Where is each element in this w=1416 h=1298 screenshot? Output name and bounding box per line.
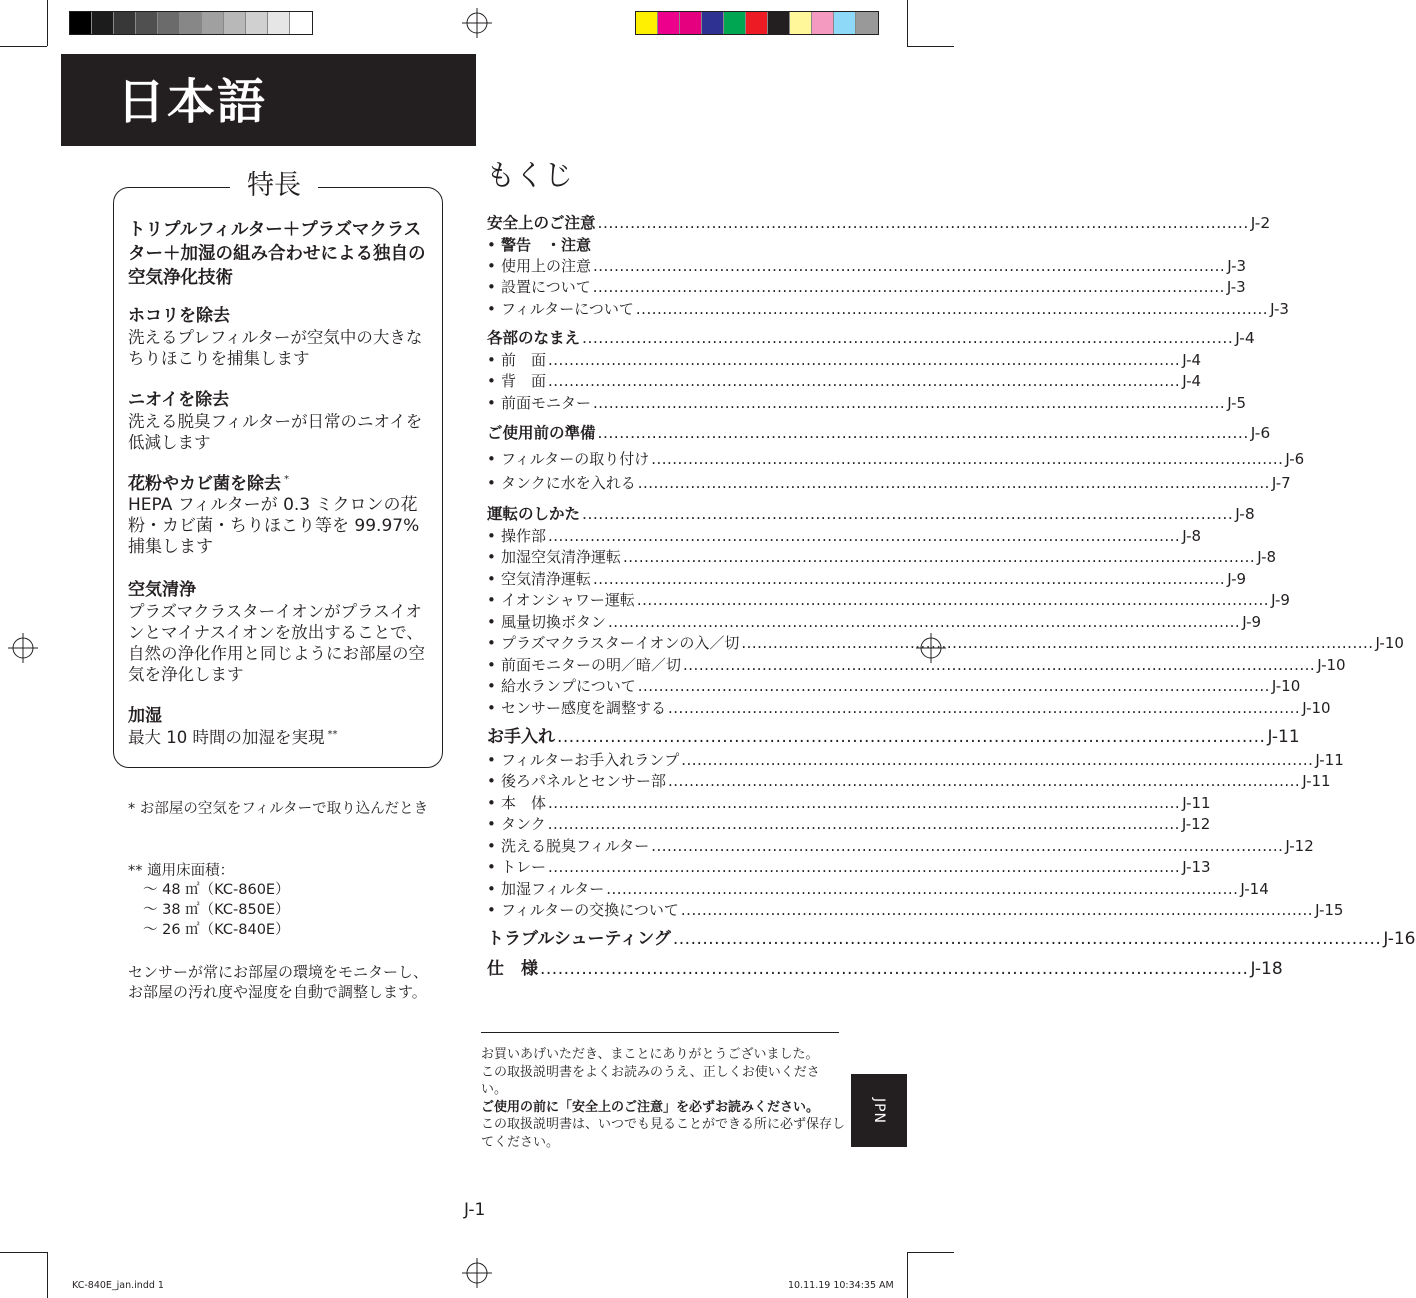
- leader-dots: ........................................................................................................................: [680, 901, 1314, 919]
- toc-entry[interactable]: [487, 959, 1283, 979]
- leader-dots: ........................................................................................................................: [651, 450, 1284, 468]
- toc-subentry[interactable]: [487, 612, 1262, 632]
- toc-subentry[interactable]: [487, 900, 1344, 920]
- color-swatch: [790, 12, 812, 34]
- registration-mark-icon: [8, 633, 38, 663]
- leader-dots: ........................................................................................................................: [668, 772, 1301, 790]
- color-swatch: [290, 12, 312, 34]
- toc-label: 仕 様: [487, 959, 538, 979]
- bullet: •: [487, 858, 496, 876]
- leader-dots: ........................................................................................................................: [636, 591, 1270, 609]
- toc-label: 設置について: [501, 278, 591, 296]
- toc-page-ref: J-11: [1315, 751, 1344, 769]
- leader-dots: ........................................................................................................................: [548, 794, 1181, 812]
- toc-page-ref: J-3: [1226, 278, 1246, 296]
- features-heading: 特長: [230, 168, 318, 204]
- message-line: この取扱説明書をよくお読みのうえ、正しくお使いください。: [481, 1064, 820, 1097]
- toc-page-ref: J-4: [1182, 351, 1202, 369]
- leader-dots: ........................................................................................................................: [608, 613, 1241, 631]
- color-swatch: [702, 12, 724, 34]
- language-side-tab-label: JPN: [871, 1097, 887, 1124]
- toc-page-ref: J-5: [1227, 394, 1247, 412]
- crop-mark: [0, 46, 47, 47]
- toc-label: 前面モニター: [501, 394, 592, 412]
- color-swatch: [136, 12, 158, 34]
- bullet: •: [487, 613, 496, 631]
- toc-label: フィルターお手入れランプ: [501, 751, 680, 769]
- toc-label: ご使用前の準備: [487, 424, 596, 442]
- bullet: •: [487, 634, 496, 652]
- color-swatch: [680, 12, 702, 34]
- feature-title: 加湿: [128, 706, 162, 726]
- toc-page-ref: J-7: [1271, 474, 1291, 492]
- toc-label: 警告 ・注意: [501, 236, 592, 254]
- feature-item: [128, 390, 430, 453]
- bullet: •: [487, 278, 496, 296]
- color-swatch: [180, 12, 202, 34]
- bullet: •: [487, 794, 496, 812]
- color-swatch: [70, 12, 92, 34]
- leader-dots: ........................................................................................................................: [597, 424, 1249, 442]
- language-side-tab: [851, 1074, 907, 1147]
- color-swatch: [658, 12, 680, 34]
- floor-area-line: ～ 26 ㎡（KC-840E）: [143, 922, 290, 938]
- toc-subentry[interactable]: [487, 569, 1247, 589]
- feature-body: 洗える脱臭フィルターが日常のニオイを低減します: [128, 412, 423, 452]
- leader-dots: ........................................................................................................................: [547, 815, 1180, 833]
- toc-subentry[interactable]: [487, 350, 1202, 370]
- leader-dots: ........................................................................................................................: [548, 858, 1181, 876]
- language-title: 日本語: [117, 74, 268, 130]
- bullet: •: [487, 901, 496, 919]
- leader-dots: ........................................................................................................................: [683, 656, 1316, 674]
- toc-page-ref: J-10: [1271, 677, 1301, 695]
- leader-dots: ........................................................................................................................: [741, 634, 1374, 652]
- slug-timestamp: 10.11.19 10:34:35 AM: [788, 1280, 894, 1291]
- toc-page-ref: J-10: [1317, 656, 1346, 674]
- leader-dots: ........................................................................................................................: [668, 699, 1301, 717]
- toc-label: 安全上のご注意: [487, 214, 596, 232]
- color-swatch: [158, 12, 180, 34]
- toc-label: 操作部: [501, 527, 547, 545]
- toc-subentry[interactable]: [487, 879, 1269, 899]
- crop-mark: [907, 0, 908, 46]
- bullet: •: [487, 815, 496, 833]
- divider: [481, 1032, 839, 1033]
- toc-label: 本 体: [501, 794, 547, 812]
- bullet: •: [487, 699, 496, 717]
- feature-body: 洗えるプレフィルターが空気中の大きなちりほこりを捕集します: [128, 328, 423, 368]
- toc-page-ref: J-13: [1182, 858, 1211, 876]
- leader-dots: ........................................................................................................................: [637, 474, 1270, 492]
- feature-title: [128, 474, 430, 495]
- toc-page-ref: J-6: [1250, 424, 1271, 442]
- color-swatch: [834, 12, 856, 34]
- color-swatch: [724, 12, 746, 34]
- thank-you-message: [481, 1046, 845, 1151]
- toc-entry[interactable]: [487, 213, 1271, 233]
- gray-color-bar: [69, 11, 313, 35]
- toc-label: 前 面: [501, 351, 547, 369]
- bullet: •: [487, 880, 496, 898]
- toc-page-ref: J-3: [1227, 257, 1247, 275]
- color-swatch: [224, 12, 246, 34]
- toc-label: タンク: [501, 815, 546, 833]
- feature-title-text: 花粉やカビ菌を除去: [128, 474, 281, 494]
- toc-subentry[interactable]: [487, 547, 1277, 567]
- toc-page-ref: J-11: [1302, 772, 1331, 790]
- message-line: この取扱説明書は、いつでも見ることができる所に必ず保存してください。: [481, 1117, 846, 1150]
- feature-title: 空気清浄: [128, 580, 196, 600]
- leader-dots: ........................................................................................................................: [623, 548, 1256, 566]
- bullet: •: [487, 751, 496, 769]
- leader-dots: ........................................................................................................................: [548, 351, 1181, 369]
- floor-area-line: ～ 38 ㎡（KC-850E）: [143, 902, 290, 918]
- crop-mark: [47, 1252, 48, 1298]
- bullet: •: [487, 394, 496, 412]
- leader-dots: ........................................................................................................................: [593, 570, 1226, 588]
- bullet: •: [487, 527, 496, 545]
- feature-body-text: 最大 10 時間の加湿を実現: [128, 728, 325, 747]
- toc-subentry[interactable]: [487, 633, 1404, 653]
- registration-mark-icon: [462, 8, 492, 38]
- toc-subentry[interactable]: [487, 256, 1247, 276]
- leader-dots: ........................................................................................................................: [672, 929, 1382, 949]
- toc-page-ref: J-15: [1315, 901, 1344, 919]
- toc-label: 加湿空気清浄運転: [501, 548, 622, 566]
- page-number: J-1: [464, 1200, 486, 1220]
- toc-subentry[interactable]: [487, 836, 1314, 856]
- leader-dots: ........................................................................................................................: [592, 278, 1225, 296]
- toc-page-ref: J-2: [1250, 214, 1271, 232]
- toc-label: 加湿フィルター: [501, 880, 605, 898]
- color-swatch: [746, 12, 768, 34]
- leader-dots: ........................................................................................................................: [593, 257, 1226, 275]
- toc-page-ref: J-10: [1375, 634, 1404, 652]
- color-swatch: [92, 12, 114, 34]
- toc-page-ref: J-9: [1242, 613, 1262, 631]
- toc-label: トラブルシューティング: [487, 929, 671, 949]
- bullet: •: [487, 236, 496, 254]
- toc-entry[interactable]: [487, 328, 1255, 348]
- toc-subentry[interactable]: [487, 793, 1211, 813]
- toc-label: 風量切換ボタン: [501, 613, 607, 631]
- toc-subentry[interactable]: [487, 277, 1246, 297]
- toc-page-ref: J-14: [1240, 880, 1269, 898]
- toc-entry[interactable]: [487, 423, 1271, 443]
- crop-mark: [907, 46, 954, 47]
- feature-item: [128, 306, 430, 369]
- leader-dots: ........................................................................................................................: [637, 677, 1270, 695]
- toc-subentry[interactable]: [487, 750, 1344, 770]
- toc-title: もくじ: [486, 158, 574, 192]
- leader-dots: ........................................................................................................................: [548, 372, 1181, 390]
- bullet: •: [487, 351, 496, 369]
- bullet: •: [487, 837, 496, 855]
- toc-label: センサー感度を調整する: [501, 699, 667, 717]
- toc-page-ref: J-11: [1267, 727, 1300, 747]
- toc-subentry[interactable]: [487, 473, 1291, 493]
- floor-area-line: ～ 48 ㎡（KC-860E）: [143, 882, 290, 898]
- leader-dots: ........................................................................................................................: [606, 880, 1239, 898]
- features-lead: トリプルフィルター＋プラズマクラスター＋加湿の組み合わせによる独自の空気浄化技術: [128, 220, 426, 288]
- feature-item: [128, 474, 430, 558]
- toc-label: トレー: [501, 858, 547, 876]
- bullet: •: [487, 677, 496, 695]
- leader-dots: ........................................................................................................................: [593, 394, 1226, 412]
- toc-subentry[interactable]: [487, 299, 1289, 319]
- toc-label: イオンシャワー運転: [501, 591, 635, 609]
- sensor-note: センサーが常にお部屋の環境をモニターし、お部屋の汚れ度や湿度を自動で調整します。: [128, 963, 429, 1001]
- toc-page-ref: J-4: [1182, 372, 1202, 390]
- toc-label: 背 面: [501, 372, 547, 390]
- toc-page-ref: J-8: [1257, 548, 1277, 566]
- toc-subentry[interactable]: [487, 393, 1247, 413]
- toc-page-ref: J-9: [1271, 591, 1290, 609]
- toc-label: 後ろパネルとセンサー部: [501, 772, 667, 790]
- crop-mark: [907, 1252, 908, 1298]
- toc-subentry[interactable]: [487, 698, 1331, 718]
- toc-label: 洗える脱臭フィルター: [501, 837, 650, 855]
- footnote-mark: *: [284, 474, 289, 486]
- toc-entry[interactable]: [487, 504, 1255, 524]
- leader-dots: ........................................................................................................................: [582, 505, 1234, 523]
- toc-page-ref: J-8: [1182, 527, 1202, 545]
- toc-label: 給水ランプについて: [501, 677, 636, 695]
- feature-body: [128, 727, 430, 748]
- bullet: •: [487, 300, 496, 318]
- footnote-mark: **: [327, 728, 338, 740]
- bullet: •: [487, 548, 496, 566]
- message-line-important: ご使用の前に「安全上のご注意」を必ずお読みください。: [481, 1099, 820, 1115]
- toc-page-ref: J-4: [1235, 329, 1255, 347]
- toc-page-ref: J-11: [1182, 794, 1211, 812]
- process-color-bar: [635, 11, 879, 35]
- feature-title: ニオイを除去: [128, 390, 230, 410]
- toc-subentry[interactable]: [487, 771, 1331, 791]
- bullet: •: [487, 450, 496, 468]
- color-swatch: [856, 12, 878, 34]
- toc-entry[interactable]: [487, 727, 1300, 747]
- toc-label: 各部のなまえ: [487, 329, 581, 347]
- color-swatch: [812, 12, 834, 34]
- color-swatch: [768, 12, 790, 34]
- bullet: •: [487, 591, 496, 609]
- toc-subentry[interactable]: [487, 371, 1202, 391]
- leader-dots: ........................................................................................................................: [597, 214, 1249, 232]
- toc-label: タンクに水を入れる: [501, 474, 636, 492]
- bullet: •: [487, 257, 496, 275]
- bullet: •: [487, 570, 496, 588]
- toc-page-ref: J-12: [1285, 837, 1314, 855]
- toc-page-ref: J-6: [1285, 450, 1305, 468]
- toc-label: 空気清浄運転: [501, 570, 592, 588]
- toc-label: フィルターの取り付け: [501, 450, 650, 468]
- message-line: お買いあげいただき、まことにありがとうございました。: [481, 1047, 819, 1062]
- footnote-2-title: ** 適用床面積：: [128, 863, 235, 879]
- color-swatch: [268, 12, 290, 34]
- bullet: •: [487, 772, 496, 790]
- toc-subentry[interactable]: [487, 449, 1305, 469]
- toc-subentry[interactable]: [487, 590, 1290, 610]
- registration-mark-icon: [462, 1258, 492, 1288]
- leader-dots: ........................................................................................................................: [681, 751, 1314, 769]
- toc-label: お手入れ: [487, 727, 555, 747]
- footnote-1: * お部屋の空気をフィルターで取り込んだとき: [128, 801, 429, 817]
- feature-item: [128, 580, 430, 685]
- toc-page-ref: J-8: [1235, 505, 1255, 523]
- toc-entry: [487, 235, 591, 255]
- leader-dots: ........................................................................................................................: [557, 727, 1266, 747]
- leader-dots: ........................................................................................................................: [635, 300, 1269, 318]
- toc-label: 運転のしかた: [487, 505, 581, 523]
- feature-body: HEPA フィルターが 0.3 ミクロンの花粉・カビ菌・ちりほこり等を 99.97% 捕集します: [128, 495, 420, 557]
- crop-mark: [47, 0, 48, 46]
- toc-page-ref: J-16: [1383, 929, 1416, 949]
- leader-dots: ........................................................................................................................: [540, 959, 1249, 979]
- leader-dots: ........................................................................................................................: [548, 527, 1181, 545]
- bullet: •: [487, 372, 496, 390]
- leader-dots: ........................................................................................................................: [651, 837, 1284, 855]
- toc-page-ref: J-12: [1181, 815, 1211, 833]
- crop-mark: [907, 1252, 954, 1253]
- toc-subentry[interactable]: [487, 526, 1202, 546]
- toc-label: プラズマクラスターイオンの入／切: [501, 634, 740, 652]
- feature-body: プラズマクラスターイオンがプラスイオンとマイナスイオンを放出することで、自然の浄化作用と同じようにお部屋の空気を浄化します: [128, 602, 425, 684]
- toc-label: 使用上の注意: [501, 257, 592, 275]
- toc-page-ref: J-9: [1227, 570, 1247, 588]
- feature-item: [128, 706, 430, 748]
- toc-entry[interactable]: [487, 929, 1416, 949]
- toc-label: フィルターについて: [501, 300, 634, 318]
- toc-subentry[interactable]: [487, 676, 1301, 696]
- language-banner: [61, 54, 476, 146]
- toc-label: 前面モニターの明／暗／切: [501, 656, 682, 674]
- bullet: •: [487, 474, 496, 492]
- color-swatch: [114, 12, 136, 34]
- toc-page-ref: J-3: [1270, 300, 1289, 318]
- toc-page-ref: J-18: [1250, 959, 1283, 979]
- feature-title: ホコリを除去: [128, 306, 230, 326]
- color-swatch: [202, 12, 224, 34]
- toc-page-ref: J-10: [1302, 699, 1331, 717]
- toc-subentry[interactable]: [487, 814, 1211, 834]
- slug-file: KC-840E_jan.indd 1: [72, 1280, 164, 1291]
- toc-subentry[interactable]: [487, 655, 1346, 675]
- toc-subentry[interactable]: [487, 857, 1211, 877]
- color-swatch: [246, 12, 268, 34]
- leader-dots: ........................................................................................................................: [582, 329, 1234, 347]
- bullet: •: [487, 656, 496, 674]
- crop-mark: [0, 1252, 47, 1253]
- color-swatch: [636, 12, 658, 34]
- toc-label: フィルターの交換について: [501, 901, 679, 919]
